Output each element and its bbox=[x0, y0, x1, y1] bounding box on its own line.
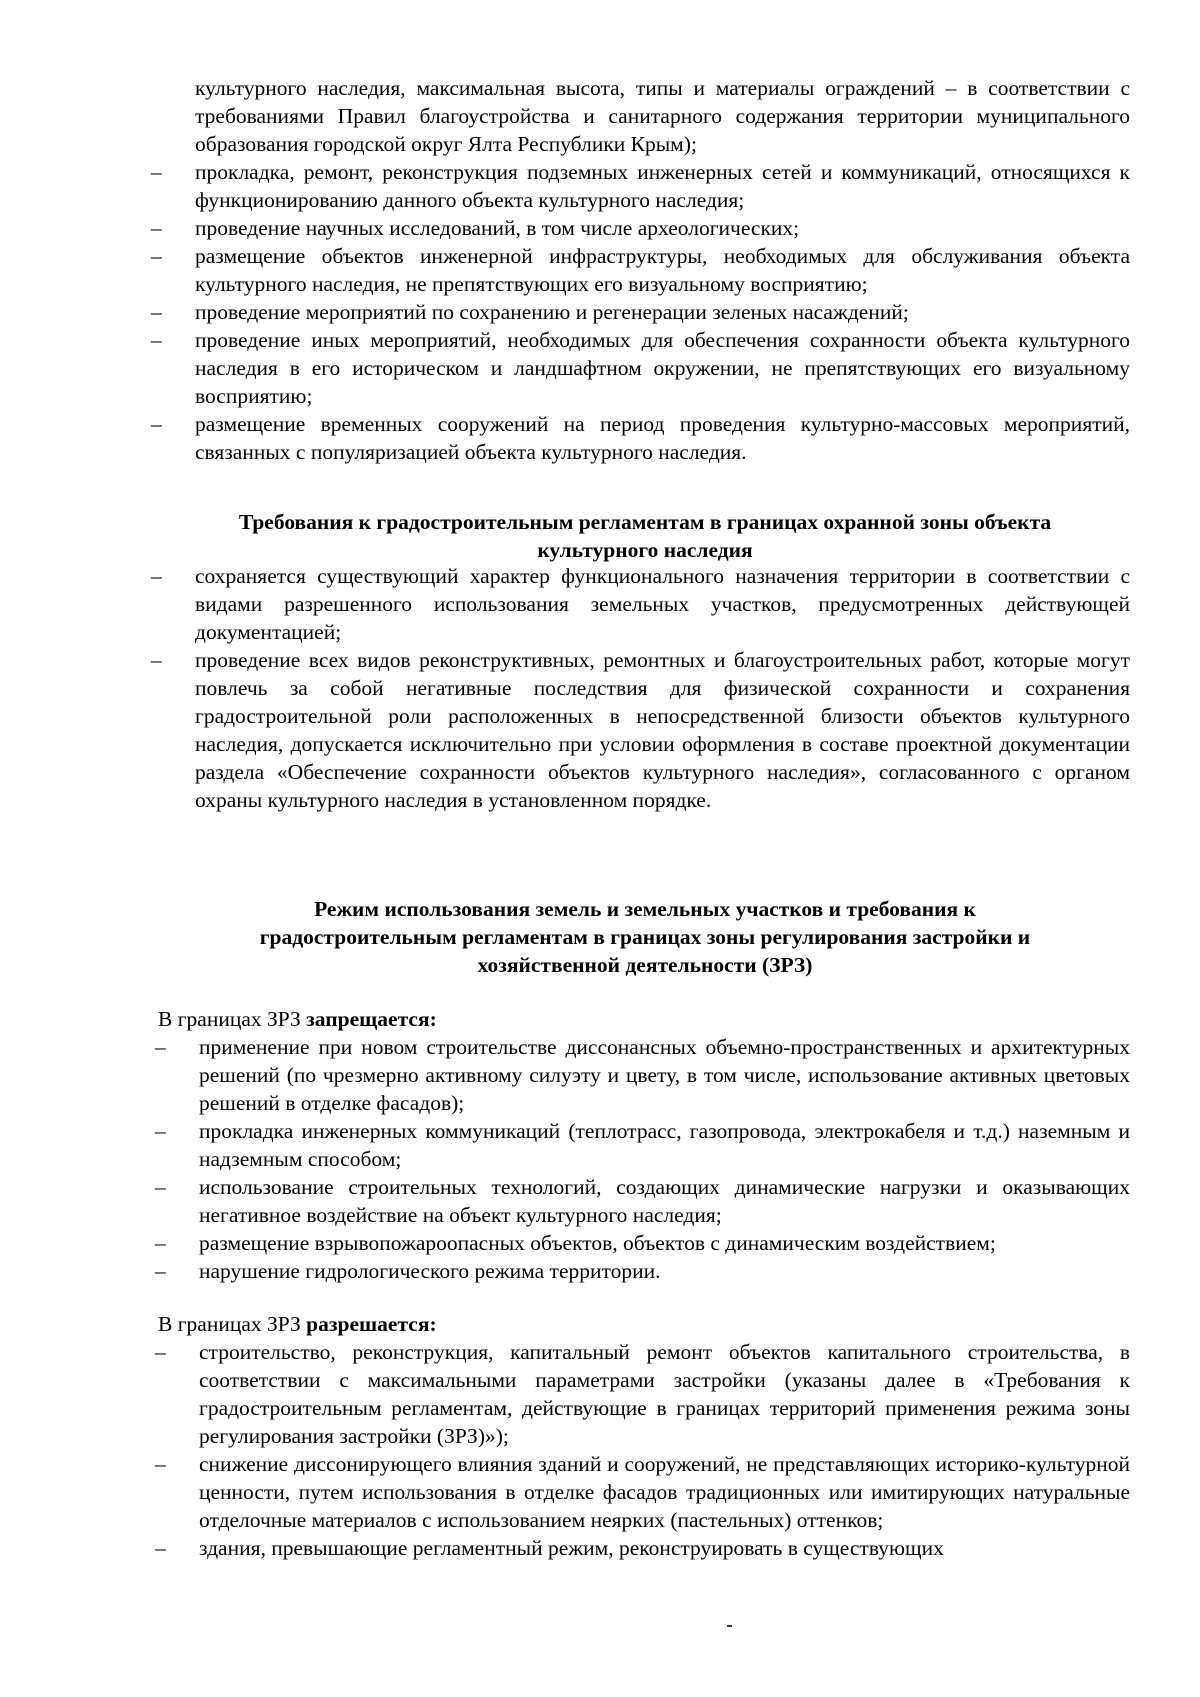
bullet-dash: – bbox=[151, 216, 162, 240]
list-item: – размещение временных сооружений на период проведения культурно-массовых мероприятий, связанных с популяризацией объекта культурного наследия. bbox=[151, 412, 1130, 464]
prohibited-intro: В границах ЗРЗ запрещается: bbox=[158, 1007, 437, 1031]
scan-speck bbox=[727, 1625, 732, 1627]
list-item: – снижение диссонирующего влияния зданий и сооружений, не представляющих историко-культурной ценности, путем использования в отделке фасадов традиционных или имитирующих натуральные отделочные материалов с использованием неярких (пастельных) оттенков; bbox=[155, 1452, 1130, 1532]
list-item: – проведение научных исследований, в том числе археологических; bbox=[151, 216, 800, 240]
prohibited-block bbox=[155, 1033, 1130, 1285]
bullet-dash: – bbox=[155, 1536, 166, 1560]
prohibited-list bbox=[155, 1033, 1130, 1285]
bullet-dash: – bbox=[155, 1452, 166, 1476]
section1-block bbox=[151, 74, 1130, 466]
bullet-dash: – bbox=[155, 1340, 166, 1364]
list-item: – размещение взрывопожароопасных объектов, объектов с динамическим воздействием; bbox=[155, 1231, 996, 1255]
section2-list bbox=[151, 562, 1130, 814]
section2-heading: Требования к градостроительным регламентам в границах охранной зоны объекта культурного наследия bbox=[238, 510, 1052, 562]
bullet-dash: – bbox=[151, 328, 162, 352]
section1-continuation: культурного наследия, максимальная высота, типы и материалы ограждений – в соответствии с требованиями Правил благоустройства и санитарного содержания территории муниципального образования городской округ Ялта Республики Крым); bbox=[195, 76, 1130, 156]
bullet-dash: – bbox=[151, 648, 162, 672]
list-item: – строительство, реконструкция, капитальный ремонт объектов капитального строительства, в соответствии с максимальными параметрами застройки (указаны далее в «Требования к градостроительным регламентам, действующие в границах территорий применения режима зоны регулирования застройки (ЗРЗ)»); bbox=[155, 1340, 1130, 1448]
bullet-dash: – bbox=[155, 1175, 166, 1199]
list-item: – проведение иных мероприятий, необходимых для обеспечения сохранности объекта культурного наследия в его историческом и ландшафтном окружении, не препятствующих его визуальному восприятию; bbox=[151, 328, 1130, 408]
bullet-dash: – bbox=[151, 244, 162, 268]
list-item: – нарушение гидрологического режима территории. bbox=[155, 1259, 661, 1283]
permitted-intro: В границах ЗРЗ разрешается: bbox=[158, 1312, 437, 1336]
list-item: – размещение объектов инженерной инфраструктуры, необходимых для обслуживания объекта культурного наследия, не препятствующих его визуальному восприятию; bbox=[151, 244, 1130, 296]
list-item: – здания, превышающие регламентный режим, реконструировать в существующих bbox=[155, 1536, 944, 1560]
list-item: – прокладка инженерных коммуникаций (теплотрасс, газопровода, электрокабеля и т.д.) наземным и надземным способом; bbox=[155, 1119, 1130, 1171]
bullet-dash: – bbox=[151, 412, 162, 436]
bullet-dash: – bbox=[151, 160, 162, 184]
permitted-block bbox=[155, 1338, 1130, 1562]
section1-list bbox=[151, 158, 1130, 466]
list-item: – проведение мероприятий по сохранению и регенерации зеленых насаждений; bbox=[151, 300, 909, 324]
list-item: – прокладка, ремонт, реконструкция подземных инженерных сетей и коммуникаций, относящихся к функционированию данного объекта культурного наследия; bbox=[151, 160, 1130, 212]
list-item: – сохраняется существующий характер функционального назначения территории в соответствии с видами разрешенного использования земельных участков, предусмотренных действующей документацией; bbox=[151, 564, 1130, 644]
section3-heading: Режим использования земель и земельных участков и требования к градостроительным регламентам в границах зоны регулирования застройки и хозяйственной деятельности (ЗРЗ) bbox=[259, 897, 1031, 977]
list-item: – проведение всех видов реконструктивных, ремонтных и благоустроительных работ, которые могут повлечь за собой негативные последствия для физической сохранности и сохранения градостроительной роли расположенных в непосредственной близости объектов культурного наследия, допускается исключительно при условии оформления в составе проектной документации раздела «Обеспечение сохранности объектов культурного наследия», согласованного с органом охраны культурного наследия в установленном порядке. bbox=[151, 648, 1130, 812]
bullet-dash: – bbox=[155, 1231, 166, 1255]
list-item: – использование строительных технологий, создающих динамические нагрузки и оказывающих негативное воздействие на объект культурного наследия; bbox=[155, 1175, 1130, 1227]
bullet-dash: – bbox=[151, 300, 162, 324]
bullet-dash: – bbox=[151, 564, 162, 588]
section2-block bbox=[151, 562, 1130, 814]
bullet-dash: – bbox=[155, 1119, 166, 1143]
bullet-dash: – bbox=[155, 1035, 166, 1059]
list-item: – применение при новом строительстве диссонансных объемно-пространственных и архитектурных решений (по чрезмерно активному силуэту и цвету, в том числе, использование активных цветовых решений в отделке фасадов); bbox=[155, 1035, 1130, 1115]
permitted-list bbox=[155, 1338, 1130, 1562]
bullet-dash: – bbox=[155, 1259, 166, 1283]
